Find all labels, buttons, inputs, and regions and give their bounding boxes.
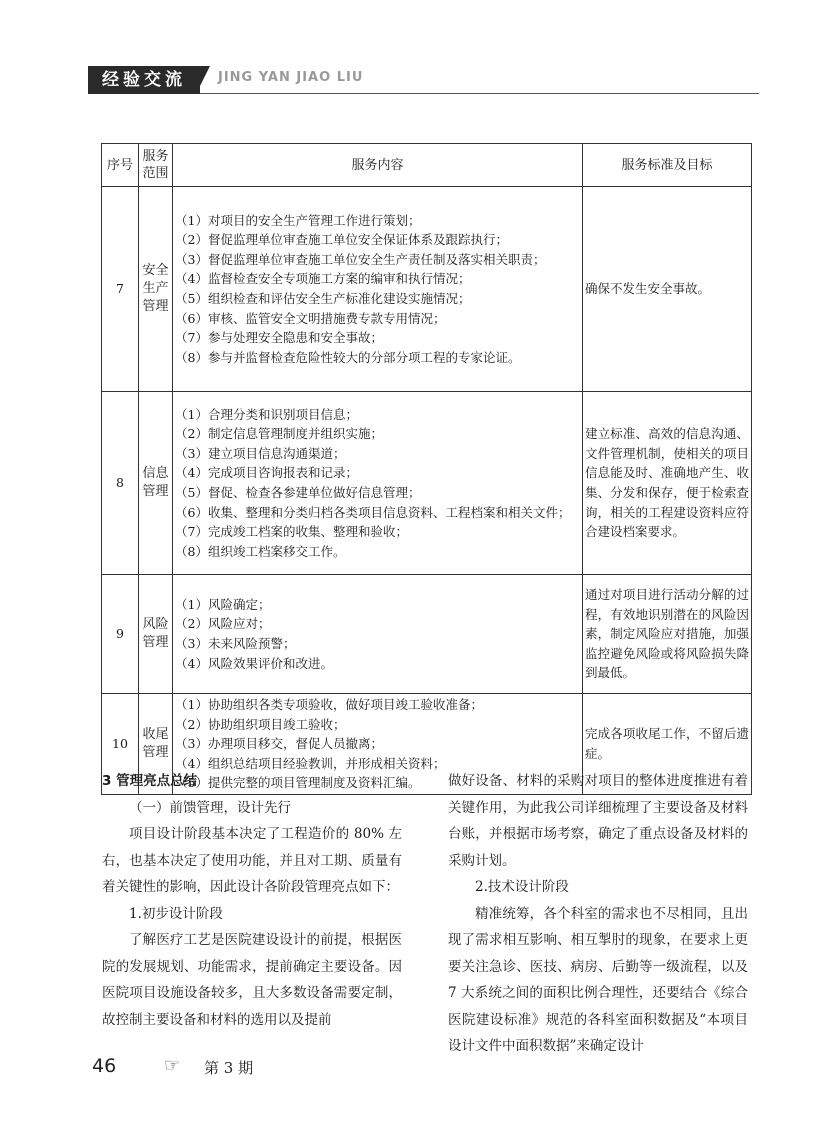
row-no: 10: [102, 694, 139, 795]
content-item: （1）合理分类和识别项目信息；: [175, 406, 358, 422]
content-item: （6）收集、整理和分类归档各类项目信息资料、工程档案和相关文件；: [175, 504, 571, 520]
content-item: （5）督促、检查各参建单位做好信息管理；: [175, 485, 421, 500]
paragraph: 了解医疗工艺是医院建设设计的前提，根据医院的发展规划、功能需求，提前确定主要设备。因医院项目设施设备较多，且大多数设备需要定制，故控制主要设备和材料的选用以及提前: [102, 932, 402, 1028]
row-goal: [583, 575, 752, 694]
body-column-left: [102, 768, 402, 1033]
header-content: 服务内容: [173, 144, 583, 187]
stage-heading: 2.技术设计阶段: [475, 879, 569, 895]
row-content: [173, 575, 583, 694]
row-scope: 风险管理: [139, 575, 173, 694]
paragraph: 做好设备、材料的采购对项目的整体进度推进有着关键作用，为此我公司详细梳理了主要设备及材料台账，并根据市场考察，确定了重点设备及材料的采购计划。: [448, 773, 748, 869]
content-item: （2）协助组织项目竣工验收；: [175, 716, 346, 732]
content-item: （8）组织竣工档案移交工作。: [175, 543, 346, 559]
goal-text: 确保不发生安全事故。: [585, 281, 711, 297]
content-item: （2）制定信息管理制度并组织实施；: [175, 426, 383, 442]
table-header-row: [102, 144, 752, 187]
table-row: [102, 575, 752, 694]
row-no: 9: [102, 575, 139, 694]
row-goal: [583, 187, 752, 392]
paragraph: 精准统筹，各个科室的需求也不尽相同，且出现了需求相互影响、相互掣肘的现象，在要求上更要关注急诊、医技、病房、后勤等一级流程，以及 7 大系统之间的面积比例合理性，还要结合《综合医院建设标准》规范的各科室面积数据及“本项目设计文件中面积数据”来确定设计: [448, 905, 748, 1054]
header-scope: 服务范围: [139, 144, 173, 187]
content-item: （3）办理项目移交，督促人员撤离；: [175, 736, 383, 752]
issue-label: 第 3 期: [204, 1059, 254, 1077]
section-tab: 经验交流: [88, 66, 200, 94]
goal-text: 完成各项收尾工作，不留后遗症。: [585, 726, 749, 761]
goal-text: 通过对项目进行活动分解的过程，有效地识别潜在的风险因素，制定风险应对措施，加强监控避免风险或将风险损失降到最低。: [585, 587, 749, 681]
header-rule: [200, 93, 759, 94]
row-goal: [583, 392, 752, 575]
body-column-right: [448, 768, 748, 1060]
content-item: （7）完成竣工档案的收集、整理和验收；: [175, 524, 408, 540]
section-subheading: （一）前馈管理，设计先行: [129, 799, 291, 816]
content-item: （1）对项目的安全生产管理工作进行策划；: [175, 212, 421, 228]
section-tab-slant: [196, 66, 210, 94]
content-item: （8）参与并监督检查危险性较大的分部分项工程的专家论证。: [175, 349, 521, 365]
content-item: （3）未来风险预警；: [175, 636, 296, 651]
row-scope: 信息管理: [139, 392, 173, 575]
section-heading: 3 管理亮点总结: [102, 773, 198, 789]
content-item: （4）监督检查安全专项施工方案的编审和执行情况；: [175, 271, 471, 287]
content-item: （4）风险效果评价和改进。: [175, 655, 333, 671]
paragraph: 项目设计阶段基本决定了工程造价的 80% 左右，也基本决定了使用功能，并且对工期、质量有着关键性的影响，因此设计各阶段管理亮点如下：: [102, 826, 402, 895]
content-item: （1）协助组织各类专项验收，做好项目竣工验收准备；: [175, 697, 483, 713]
content-item: （5）提供完整的项目管理制度及资料汇编。: [175, 775, 421, 791]
content-item: （5）组织检查和评估安全生产标准化建设实施情况；: [175, 291, 471, 306]
service-table: [101, 143, 752, 795]
stage-heading: 1.初步设计阶段: [129, 905, 223, 922]
row-scope: 收尾管理: [139, 694, 173, 795]
content-item: （4）组织总结项目经验教训，并形成相关资料；: [175, 755, 446, 771]
page-number: 46: [92, 1055, 117, 1077]
content-item: （3）建立项目信息沟通渠道；: [175, 445, 346, 461]
row-no: 8: [102, 392, 139, 575]
content-item: （2）督促监理单位审查施工单位安全保证体系及跟踪执行；: [175, 232, 508, 248]
content-item: （7）参与处理安全隐患和安全事故；: [175, 330, 383, 346]
header-no: 序号: [102, 144, 139, 187]
content-item: （4）完成项目咨询报表和记录；: [175, 465, 358, 481]
header-goal: 服务标准及目标: [583, 144, 752, 187]
row-scope: 安全生产管理: [139, 187, 173, 392]
content-item: （2）风险应对；: [175, 616, 271, 632]
content-item: （1）风险确定；: [175, 596, 271, 612]
row-no: 7: [102, 187, 139, 392]
row-content: [173, 392, 583, 575]
table-row: [102, 187, 752, 392]
table-row: [102, 392, 752, 575]
row-content: [173, 187, 583, 392]
content-item: （3）督促监理单位审查施工单位安全生产责任制及落实相关职责；: [175, 251, 546, 267]
section-title-en: JING YAN JIAO LIU: [218, 70, 364, 85]
content-item: （6）审核、监管安全文明措施费专款专用情况；: [175, 310, 446, 326]
pointing-hand-icon: ☞: [164, 1055, 181, 1076]
goal-text: 建立标准、高效的信息沟通、文件管理机制，使相关的项目信息能及时、准确地产生、收集、分发和保存，便于检索查询，相关的工程建设资料应符合建设档案要求。: [585, 426, 749, 540]
